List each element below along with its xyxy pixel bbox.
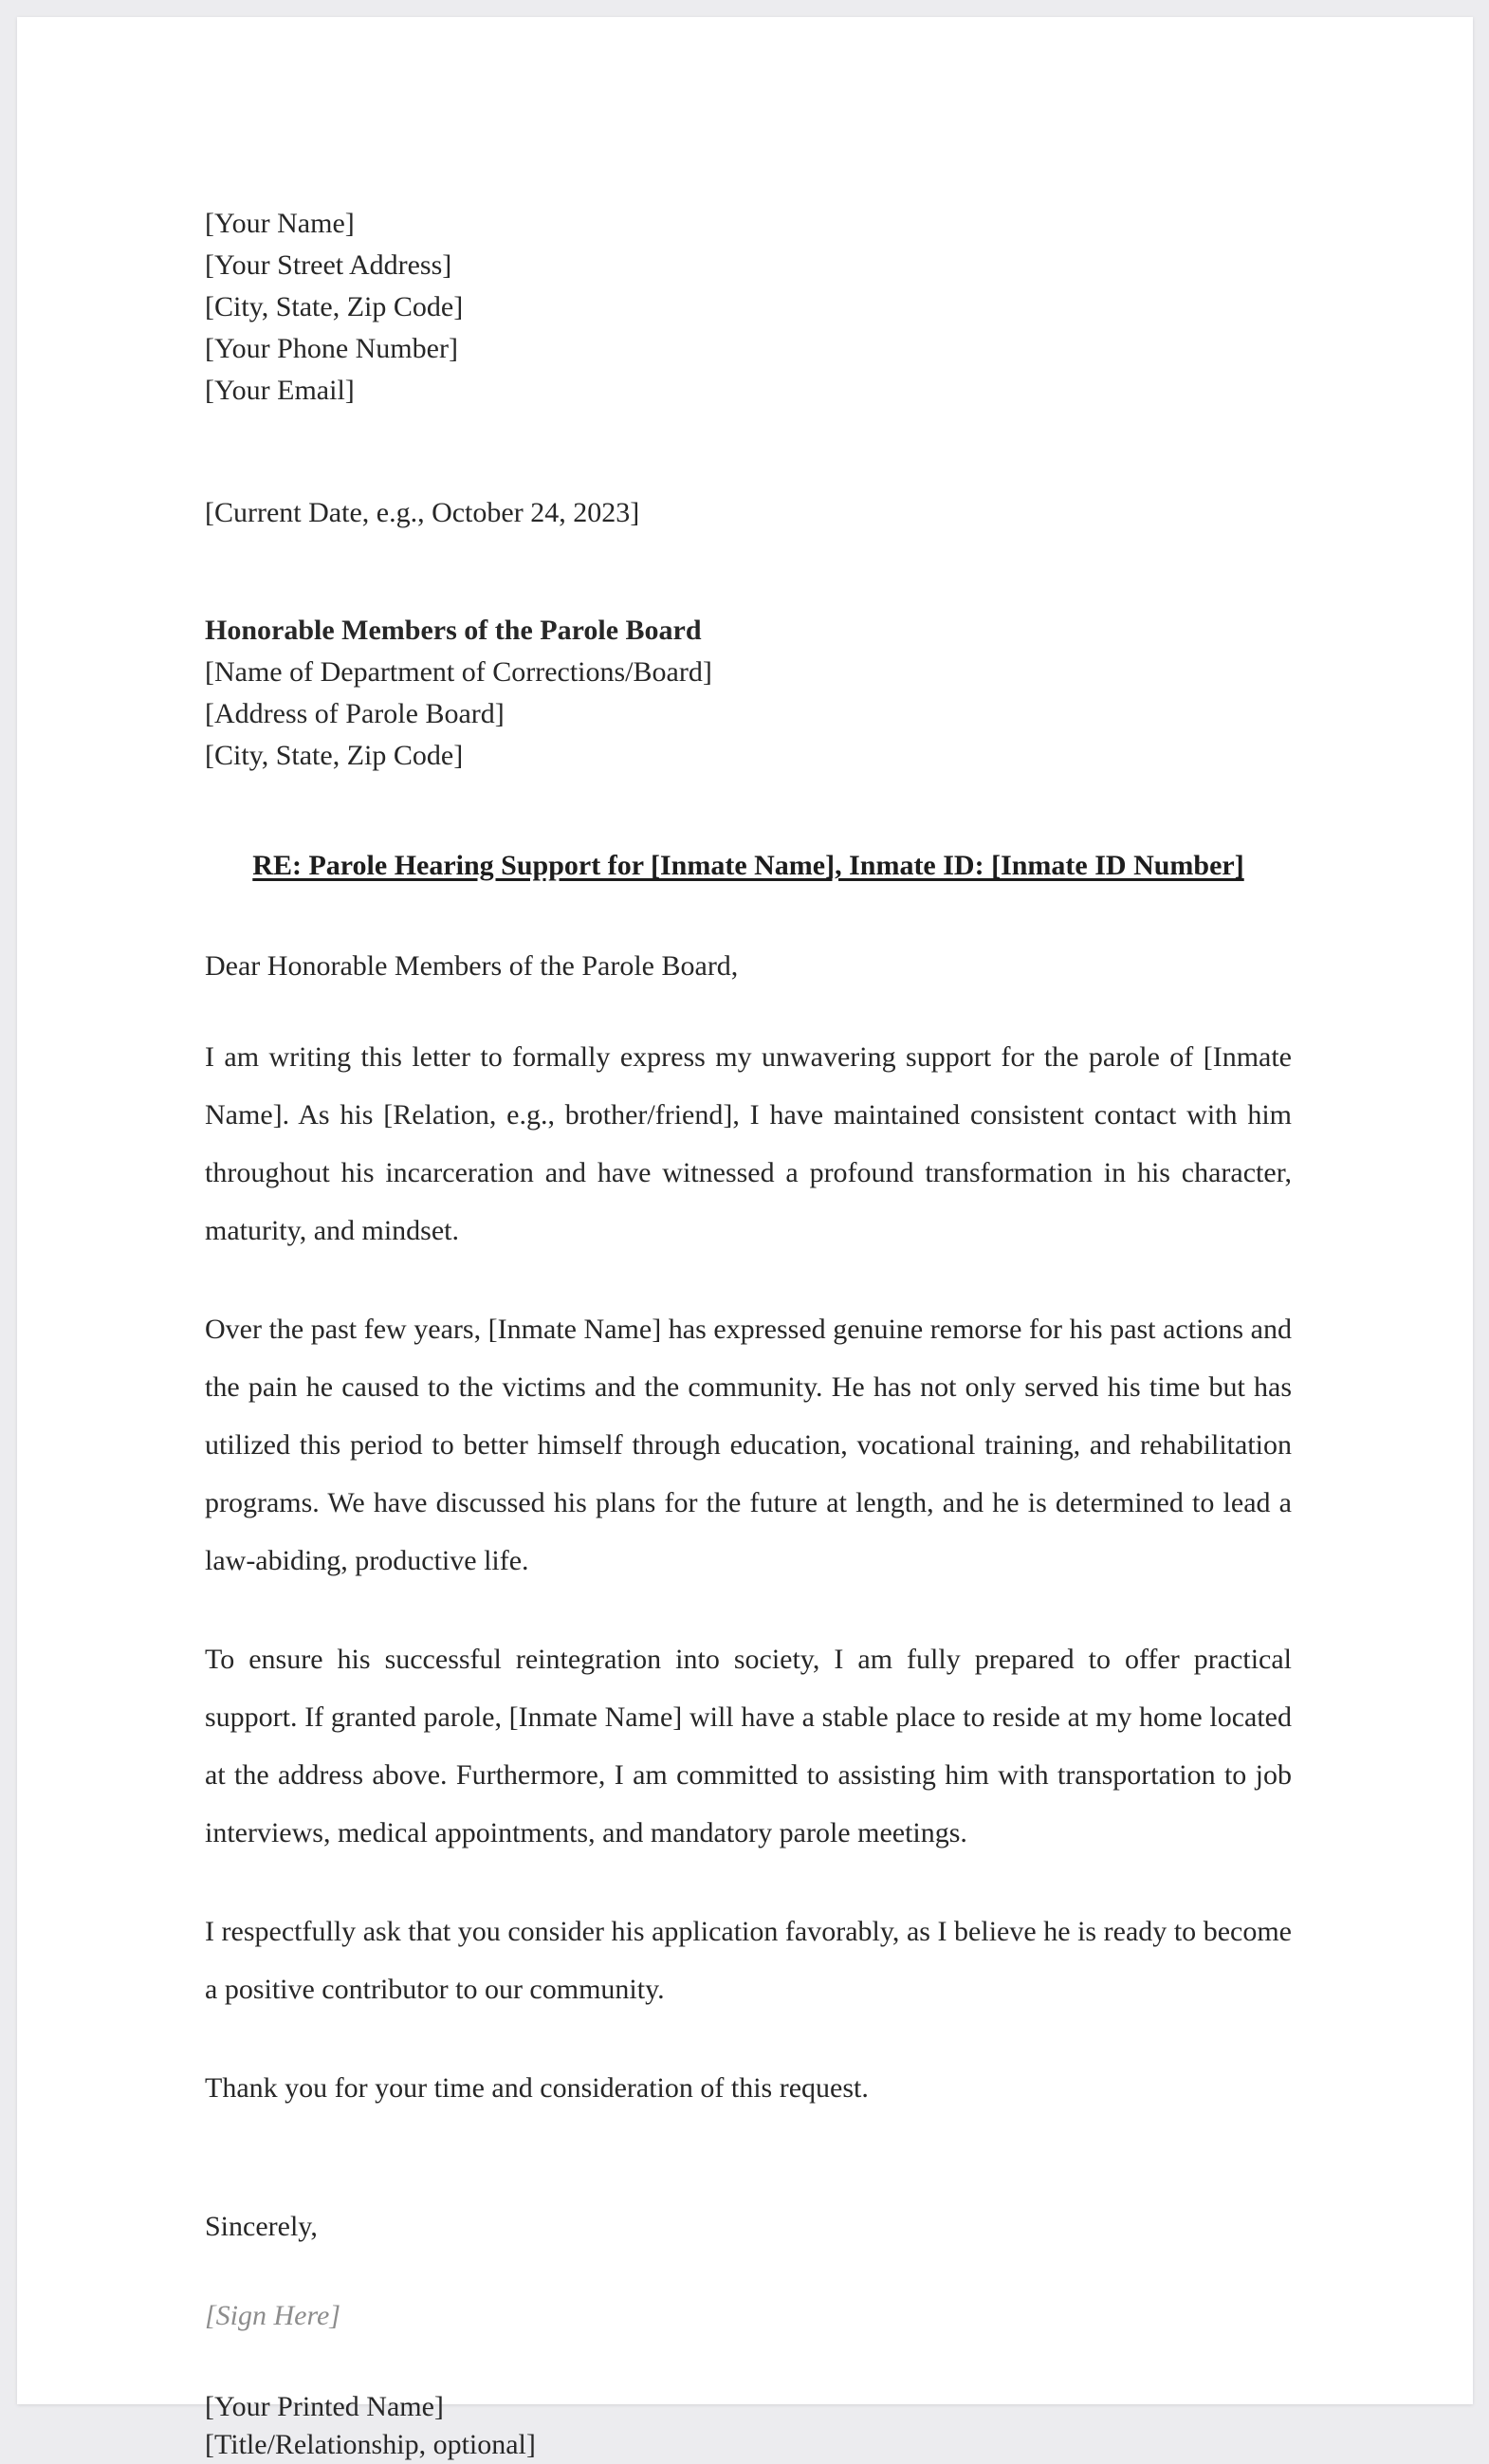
- body-paragraph-1: I am writing this letter to formally express my unwavering support for the parole of [Inmate Name]. As his [Relation, e.g., brother/friend], I have maintained consistent contact with him throughout his incarceration and have witnessed a profound transformation in his character, maturity, and mindset.: [205, 1041, 1292, 1246]
- recipient-line-city-state-zip: [City, State, Zip Code]: [205, 740, 464, 771]
- sender-line-phone: [Your Phone Number]: [205, 333, 458, 364]
- body-paragraph-3: To ensure his successful reintegration into society, I am fully prepared to offer practical support. If granted parole, [Inmate Name] will have a stable place to reside at my home located at the address above. Furthermore, I am committed to assisting him with transportation to job interviews, medical appointments, and mandatory parole meetings.: [205, 1644, 1292, 1848]
- printed-name-block: [205, 2388, 1292, 2464]
- salutation: Dear Honorable Members of the Parole Board,: [205, 950, 739, 982]
- closing-salutation: Sincerely,: [205, 2211, 318, 2242]
- printed-name-line: [Your Printed Name]: [205, 2391, 444, 2422]
- body-paragraph-2: Over the past few years, [Inmate Name] has expressed genuine remorse for his past actions and the pain he caused to the victims and the community. He has not only served his time but has utilized this period to better himself through education, vocational training, and rehabilitation programs. We have discussed his plans for the future at length, and he is determined to lead a law-abiding, productive life.: [205, 1314, 1292, 1576]
- body-paragraph-4: I respectfully ask that you consider his application favorably, as I believe he is ready to become a positive contributor to our community.: [205, 1916, 1292, 2005]
- recipient-line-department: [Name of Department of Corrections/Board]: [205, 656, 712, 688]
- sender-line-city-state-zip: [City, State, Zip Code]: [205, 291, 464, 322]
- sender-line-email: [Your Email]: [205, 375, 355, 406]
- sender-line-name: [Your Name]: [205, 208, 355, 239]
- recipient-line-address: [Address of Parole Board]: [205, 698, 505, 729]
- sender-line-street: [Your Street Address]: [205, 249, 452, 281]
- sender-address-block: [205, 17, 1292, 412]
- document-page: [17, 17, 1473, 2460]
- recipient-line-board: Honorable Members of the Parole Board: [205, 615, 702, 646]
- body-paragraph-5: Thank you for your time and consideration of this request.: [205, 2072, 869, 2104]
- subject-line: RE: Parole Hearing Support for [Inmate Name], Inmate ID: [Inmate ID Number]: [252, 850, 1244, 881]
- letter-date: [Current Date, e.g., October 24, 2023]: [205, 497, 640, 528]
- signature-placeholder: [Sign Here]: [205, 2300, 341, 2331]
- printed-title-line: [Title/Relationship, optional]: [205, 2429, 536, 2460]
- recipient-address-block: [205, 610, 1292, 777]
- letter-body: [205, 17, 1292, 2464]
